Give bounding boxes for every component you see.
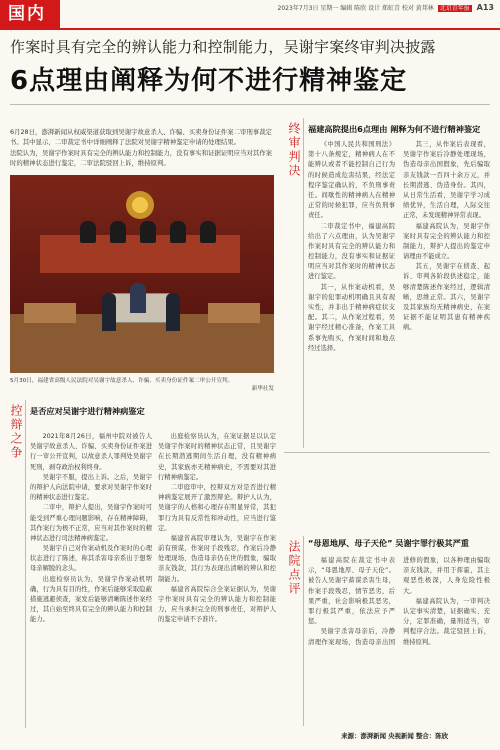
body-paragraph: 其三，从作案后表现看，吴谢宇作案后冷静处理现场，伪造母亲出国假象，先后骗取亲友钱款一百四十余万元，并长期潜逃、伪造身份。其四，从日常生活看，吴谢宇学习成绩优异，生活自理，人际交往正常，未发现精神异常表现。 (403, 141, 490, 220)
body-paragraph: 吴谢宇自己对作案动机及作案时的心理状态进行了陈述，称其杀害母亲系出于想帮母亲解脱的念头。 (30, 545, 152, 573)
judge-figure (140, 221, 156, 243)
date-line: 2023年7月3日 星期一 编辑 陈欣 设计 郑虹青 校对 黄邦林 (277, 5, 434, 12)
judge-figure (170, 221, 186, 243)
section-tag: 国内 (0, 0, 60, 28)
photo-credit: 新华社发 (251, 386, 274, 393)
commentary-body (308, 556, 490, 726)
body-paragraph: 福建高院认为，一审判决认定事实清楚，证据确实、充分，定罪准确，量刑适当，审判程序合法。裁定驳回上诉，维持原判。 (403, 597, 490, 646)
body-paragraph: 出庭检察员认为，在案证据足以认定吴谢宇作案时的精神状态正常，且吴谢宇在长期潜逃期间生活自理，没有精神病史，其家族亦无精神病史，不需要对其进行精神病鉴定。 (158, 433, 276, 481)
section-divider (284, 452, 490, 453)
judge-figure (80, 221, 96, 243)
courtroom-desk (208, 303, 260, 323)
column-divider (303, 536, 304, 726)
lead-paragraph: 6月28日，澎湃新闻从权威渠道获取到吴谢宇故意杀人、诈骗、买卖身份证件案二审刑事裁定书。其中显示，二审裁定书中详细阐释了法院对吴谢宇精神鉴定申请的处理结果。 (10, 128, 272, 146)
body-paragraph: 福建省高院审理认为，吴谢宇在作案前有预谋，作案时手段残忍，作案后冷静处理现场、伪造母亲仍在世的假象，骗取亲友钱款，其行为表现出清晰的辨认和控制能力。 (158, 534, 276, 583)
officer-figure (166, 293, 180, 331)
officer-figure (102, 293, 116, 331)
body-paragraph: 吴谢宇杀害母亲后，冷静清理作案现场，伪造母亲出国进修的假象，以各种理由骗取亲友钱款，并用于挥霍，其主观恶性极深，人身危险性极大。 (308, 557, 490, 646)
body-paragraph: 《中国人民共和国刑法》第十八条规定，精神病人在不能辨认或者不能控制自己行为的时候造成危害结果，经法定程序鉴定确认的，不负刑事责任。间歇性的精神病人在精神正常的时候犯罪，应当负刑事责任。 (308, 141, 395, 220)
debate-body (30, 432, 152, 728)
header-meta (278, 3, 494, 12)
body-paragraph: 二审庭审中，控辩双方对是否进行精神病鉴定展开了激烈辩论。辩护人认为，吴谢宇的人格和心理存在明显异常，其犯罪行为具有反常性和冲动性，应当进行鉴定。 (158, 483, 276, 532)
article-lead (10, 128, 272, 170)
courtroom-photo (10, 175, 274, 373)
judge-figure (200, 221, 216, 243)
photo-caption (10, 377, 274, 394)
judge-figure (110, 221, 126, 243)
body-paragraph: 其五，吴谢宇在侦查、起诉、审判各阶段供述稳定，能够清楚陈述作案经过，逻辑清晰，思维正常。其六，吴谢宇及其家族均无精神病史，在案证据不能证明其患有精神疾病。 (403, 263, 490, 332)
section-label-debate: 控辩之争 (9, 404, 23, 460)
section-label-commentary: 法院点评 (287, 540, 301, 596)
courtroom-desk (24, 303, 76, 323)
header-rule (0, 28, 500, 30)
body-paragraph: 出庭检察员认为，吴谢宇作案动机明确，行为具有目的性，作案后能够采取隐蔽措施逃避侦查，案发后能够清晰陈述作案经过，其自始至终具有完全的辨认能力和控制能力。 (30, 575, 152, 624)
commentary-title: “母恩地厚、母子天伦” 吴谢宇罪行极其严重 (308, 538, 469, 548)
debate-title: 是否应对吴谢宇进行精神病鉴定 (30, 406, 145, 416)
body-paragraph: 其一，从作案动机看，吴谢宇的犯罪动机明确且具有现实性，并非出于精神病症状支配。其二，从作案过程看，吴谢宇经过精心准备，作案工具系事先购买，作案时间和地点经过选择。 (308, 283, 395, 352)
column-divider (303, 118, 304, 448)
court-emblem (126, 191, 154, 219)
body-paragraph: 福建省高院综合全案证据认为，吴谢宇作案时具有完全的辨认能力和控制能力，应当承担完全的刑事责任，对辩护人的鉴定申请不予准许。 (158, 585, 276, 624)
verdict-body (308, 140, 490, 446)
lead-paragraph: 法院认为，吴谢宇作案时具有完全的辨认能力和控制能力，没有事实和证据证明应当对其作案时的精神状态进行鉴定，二审法院驳回上诉，维持原判。 (10, 148, 273, 167)
column-divider (25, 400, 26, 728)
body-paragraph: 二审裁定书中，福建高院给出了六点理由，认为吴谢宇作案时具有完全的辨认能力和控制能力，没有事实和证据证明应当对其作案时的精神状态进行鉴定。 (308, 222, 395, 281)
body-paragraph: 2021年8月26日，福州中院对被告人吴谢宇故意杀人、诈骗、买卖身份证件案进行一审公开宣判，以故意杀人罪判处吴谢宇死刑，剥夺政治权利终身。 (30, 433, 152, 471)
body-paragraph: 吴谢宇不服，提出上诉。之后，吴谢宇的辩护人向法院申请，要求对吴谢宇作案时的精神状态进行鉴定。 (30, 473, 152, 502)
article-source: 来源：澎湃新闻 央视新闻 整合：陈欣 (341, 732, 448, 740)
body-paragraph: 二审中，辩护人提出，吴谢宇作案时可能受到严重心理问题影响，存在精神障碍，其作案行为极不正常，应当对其作案时的精神状态进行司法精神病鉴定。 (30, 504, 152, 542)
body-paragraph: 福建高院认为，吴谢宇作案时具有完全的辨认能力和控制能力，辩护人提出的鉴定申请理由不能成立。 (403, 222, 490, 261)
article-headline: 6点理由阐释为何不进行精神鉴定 (10, 66, 408, 96)
caption-text: 5月30日，福建省高级人民法院对吴谢宇故意杀人、诈骗、买卖身份证件案二审公开宣判。 (10, 378, 234, 384)
body-paragraph: 福建高院在裁定书中表示，“母恩地厚、母子天伦”。被告人吴谢宇蓄谋杀害生母，作案手段残忍，情节恶劣，后果严重，社会影响极其恶劣，罪行极其严重，依法应予严惩。 (308, 557, 395, 626)
edition-badge: 北京青年报 (439, 5, 470, 12)
verdict-title: 福建高院提出6点理由 阐释为何不进行精神鉴定 (308, 124, 481, 134)
headline-divider (10, 104, 490, 105)
article-kicker: 作案时具有完全的辨认能力和控制能力，吴谢宇案终审判决披露 (10, 38, 436, 56)
defendant-figure (130, 283, 146, 313)
middle-body (158, 432, 276, 728)
section-label-verdict: 终审判决 (287, 122, 301, 178)
page-number: A13 (476, 3, 494, 12)
